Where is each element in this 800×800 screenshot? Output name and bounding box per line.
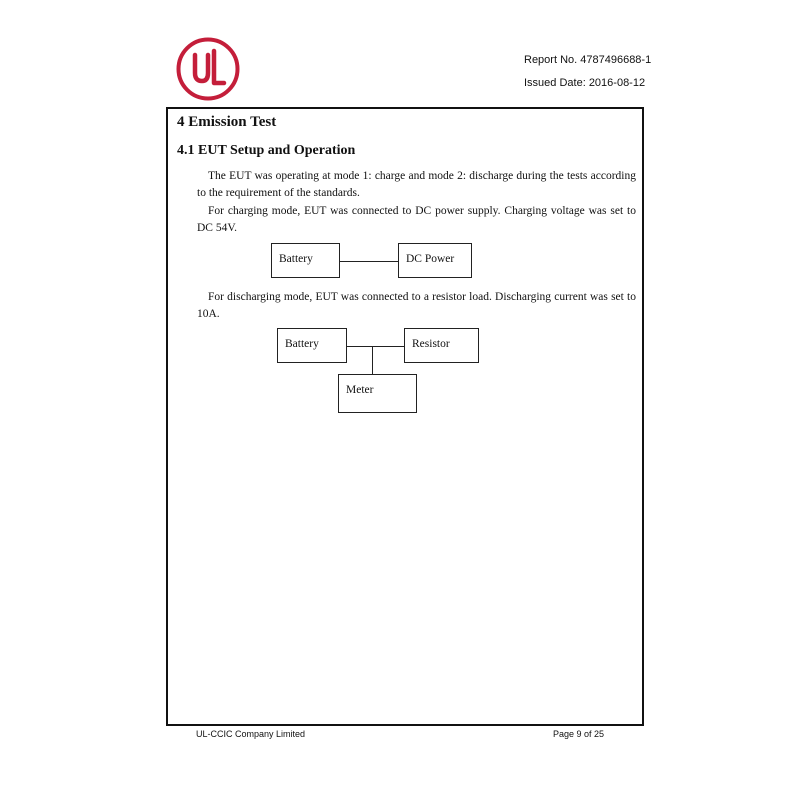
resistor-box: Resistor — [404, 328, 479, 363]
section-title: 4 Emission Test — [177, 114, 277, 130]
meter-connector-line — [372, 346, 373, 374]
charging-paragraph — [197, 203, 636, 237]
charge-connector-line — [340, 261, 398, 262]
charging-text: For charging mode, EUT was connected to DC power supply. Charging voltage was set to DC 54V. — [197, 205, 636, 234]
footer-company: UL-CCIC Company Limited — [196, 729, 306, 739]
intro-text: The EUT was operating at mode 1: charge and mode 2: discharge during the tests according to the requirement of the standards. — [197, 170, 636, 199]
discharging-text: For discharging mode, EUT was connected to a resistor load. Discharging current was set to 10A. — [197, 291, 636, 320]
ul-logo — [176, 37, 240, 101]
charge-battery-box: Battery — [271, 243, 340, 278]
discharge-connector-line — [347, 346, 404, 347]
meter-box: Meter — [338, 374, 417, 413]
dc-power-box: DC Power — [398, 243, 472, 278]
discharge-battery-box: Battery — [277, 328, 347, 363]
report-number: Report No. 4787496688-1 — [524, 54, 652, 66]
intro-paragraph — [197, 168, 636, 202]
footer-page-number: Page 9 of 25 — [553, 729, 605, 739]
discharging-paragraph — [197, 289, 636, 323]
issued-date: Issued Date: 2016-08-12 — [524, 77, 646, 89]
section-subtitle: 4.1 EUT Setup and Operation — [177, 143, 356, 158]
